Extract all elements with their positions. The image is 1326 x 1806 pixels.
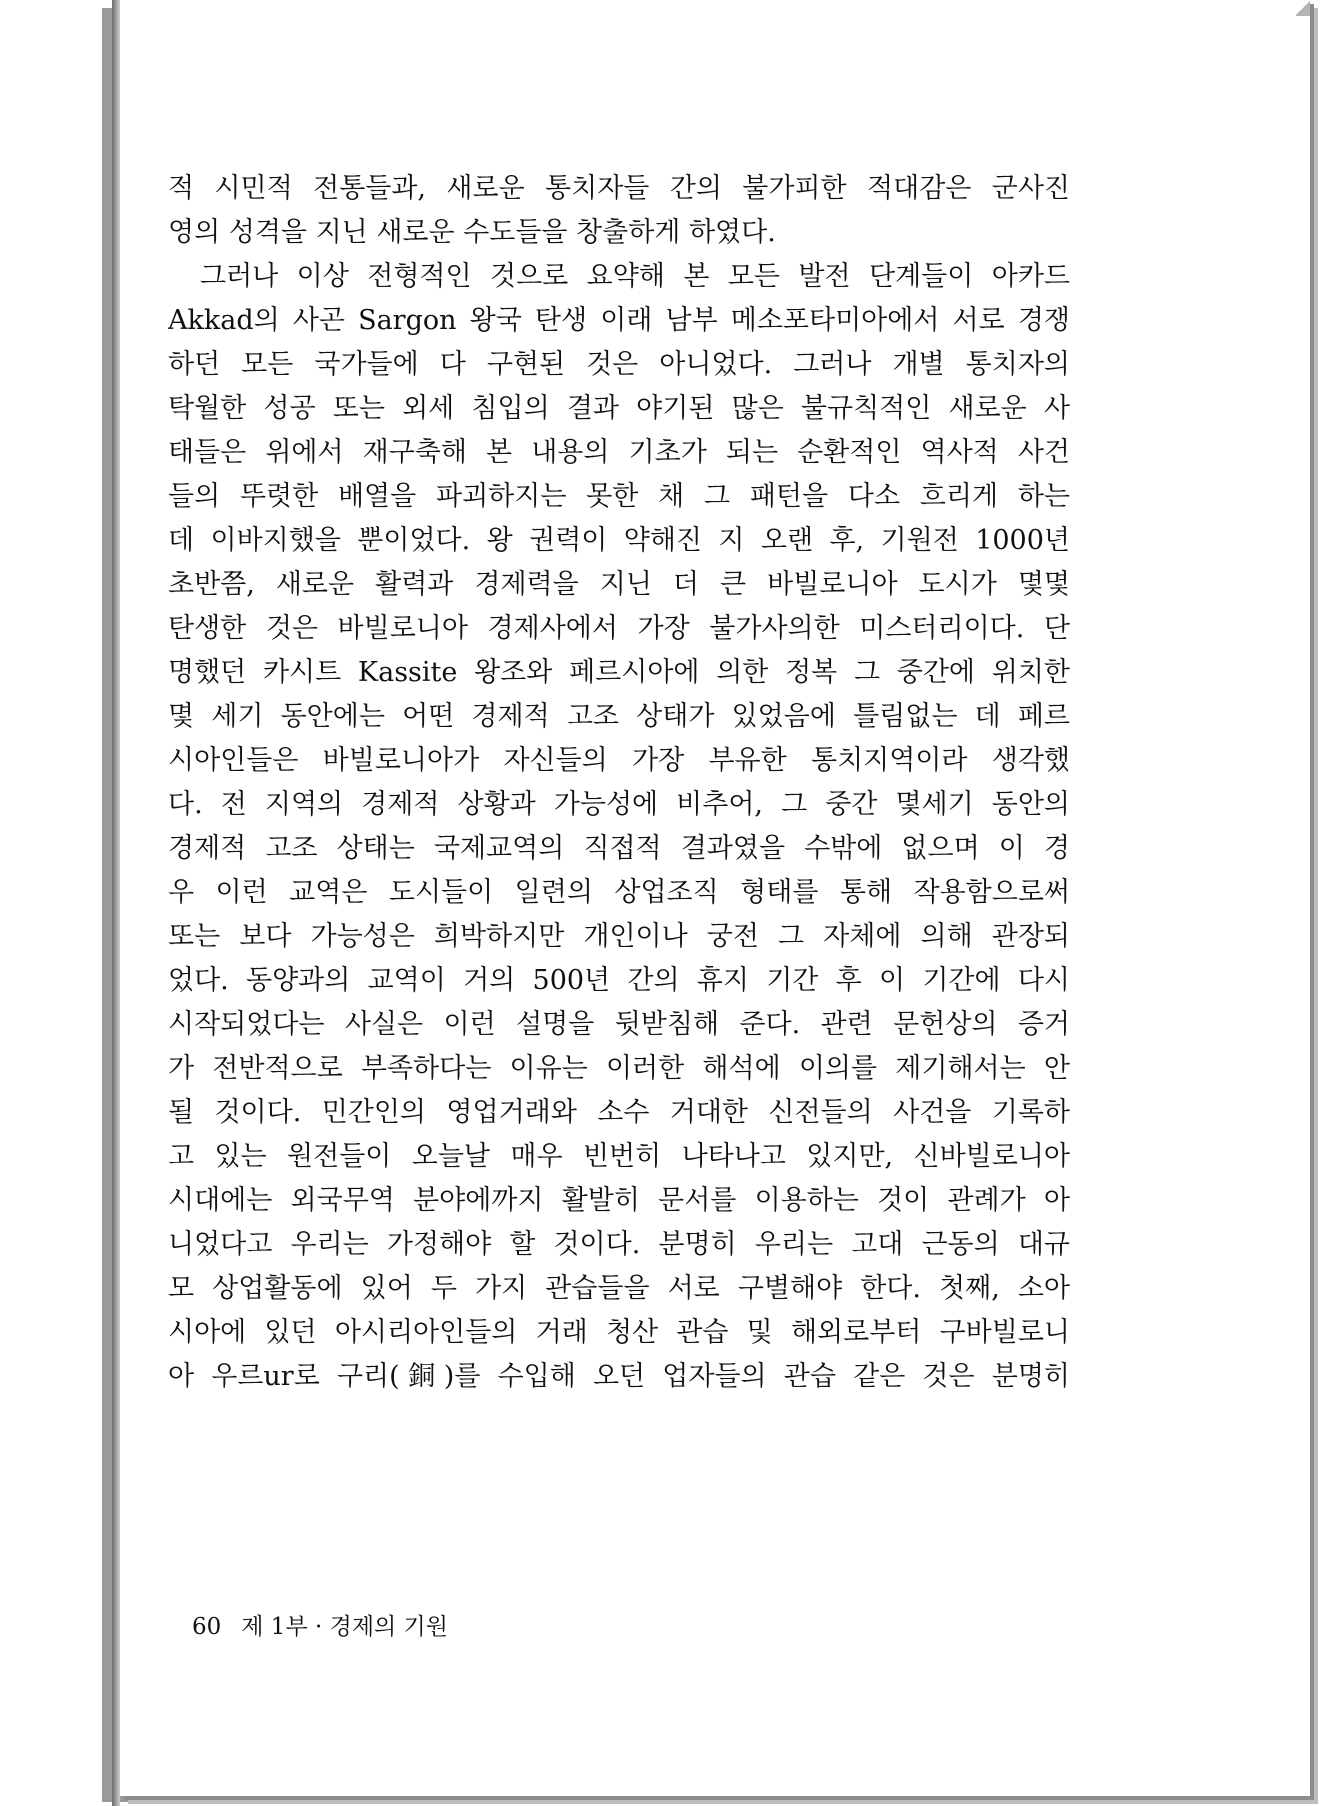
text-line: 고 있는 원전들이 오늘날 매우 빈번히 나타나고 있지만, 신바빌로니아 bbox=[168, 1141, 1070, 1172]
text-line: 들의 뚜렷한 배열을 파괴하지는 못한 채 그 패턴을 다소 흐리게 하는 bbox=[168, 481, 1070, 512]
text-line: 가 전반적으로 부족하다는 이유는 이러한 해석에 이의를 제기해서는 안 bbox=[168, 1053, 1070, 1084]
text-line: 탁월한 성공 또는 외세 침입의 결과 야기된 많은 불규칙적인 새로운 사 bbox=[168, 393, 1070, 424]
text-line: 명했던 카시트 Kassite 왕조와 페르시아에 의한 정복 그 중간에 위치한 bbox=[168, 657, 1070, 688]
text-line: Akkad의 사곤 Sargon 왕국 탄생 이래 남부 메소포타미아에서 서로 경쟁 bbox=[168, 305, 1070, 336]
text-line: 시아인들은 바빌로니아가 자신들의 가장 부유한 통치지역이라 생각했 bbox=[168, 745, 1070, 776]
body-text bbox=[168, 167, 1070, 1399]
text-line: 데 이바지했을 뿐이었다. 왕 권력이 약해진 지 오랜 후, 기원전 1000년 bbox=[168, 525, 1070, 556]
text-line: 하던 모든 국가들에 다 구현된 것은 아니었다. 그러나 개별 통치자의 bbox=[168, 349, 1070, 380]
text-line: 다. 전 지역의 경제적 상황과 가능성에 비추어, 그 중간 몇세기 동안의 bbox=[168, 789, 1070, 820]
page-edge bbox=[112, 0, 120, 1806]
running-section-title: 제 1부 · 경제의 기원 bbox=[241, 1614, 448, 1640]
text-line: 또는 보다 가능성은 희박하지만 개인이나 궁전 그 자체에 의해 관장되 bbox=[168, 921, 1070, 952]
text-line: 몇 세기 동안에는 어떤 경제적 고조 상태가 있었음에 틀림없는 데 페르 bbox=[168, 701, 1070, 732]
text-line: 모 상업활동에 있어 두 가지 관습들을 서로 구별해야 한다. 첫째, 소아 bbox=[168, 1273, 1070, 1304]
text-line: 영의 성격을 지닌 새로운 수도들을 창출하게 하였다. bbox=[168, 217, 776, 248]
text-line: 그러나 이상 전형적인 것으로 요약해 본 모든 발전 단계들이 아카드 bbox=[200, 261, 1070, 292]
text-line: 아 우르ur로 구리(銅)를 수입해 오던 업자들의 관습 같은 것은 분명히 bbox=[168, 1361, 1070, 1392]
page-number: 60 bbox=[192, 1614, 222, 1640]
text-line: 초반쯤, 새로운 활력과 경제력을 지닌 더 큰 바빌로니아 도시가 몇몇 bbox=[168, 569, 1070, 600]
text-line: 될 것이다. 민간인의 영업거래와 소수 거대한 신전들의 사건을 기록하 bbox=[168, 1097, 1070, 1128]
page-footer bbox=[192, 1612, 448, 1642]
text-line: 시아에 있던 아시리아인들의 거래 청산 관습 및 해외로부터 구바빌로니 bbox=[168, 1317, 1070, 1348]
text-line: 시작되었다는 사실은 이런 설명을 뒷받침해 준다. 관련 문헌상의 증거 bbox=[168, 1009, 1070, 1040]
text-line: 태들은 위에서 재구축해 본 내용의 기초가 되는 순환적인 역사적 사건 bbox=[168, 437, 1070, 468]
text-line: 적 시민적 전통들과, 새로운 통치자들 간의 불가피한 적대감은 군사진 bbox=[168, 173, 1070, 204]
text-line: 니었다고 우리는 가정해야 할 것이다. 분명히 우리는 고대 근동의 대규 bbox=[168, 1229, 1070, 1260]
text-line: 시대에는 외국무역 분야에까지 활발히 문서를 이용하는 것이 관례가 아 bbox=[168, 1185, 1070, 1216]
text-line: 우 이런 교역은 도시들이 일련의 상업조직 형태를 통해 작용함으로써 bbox=[168, 877, 1070, 908]
page-fold bbox=[1296, 0, 1310, 16]
text-line: 었다. 동양과의 교역이 거의 500년 간의 휴지 기간 후 이 기간에 다시 bbox=[168, 965, 1070, 996]
text-line: 경제적 고조 상태는 국제교역의 직접적 결과였을 수밖에 없으며 이 경 bbox=[168, 833, 1070, 864]
text-line: 탄생한 것은 바빌로니아 경제사에서 가장 불가사의한 미스터리이다. 단 bbox=[168, 613, 1070, 644]
